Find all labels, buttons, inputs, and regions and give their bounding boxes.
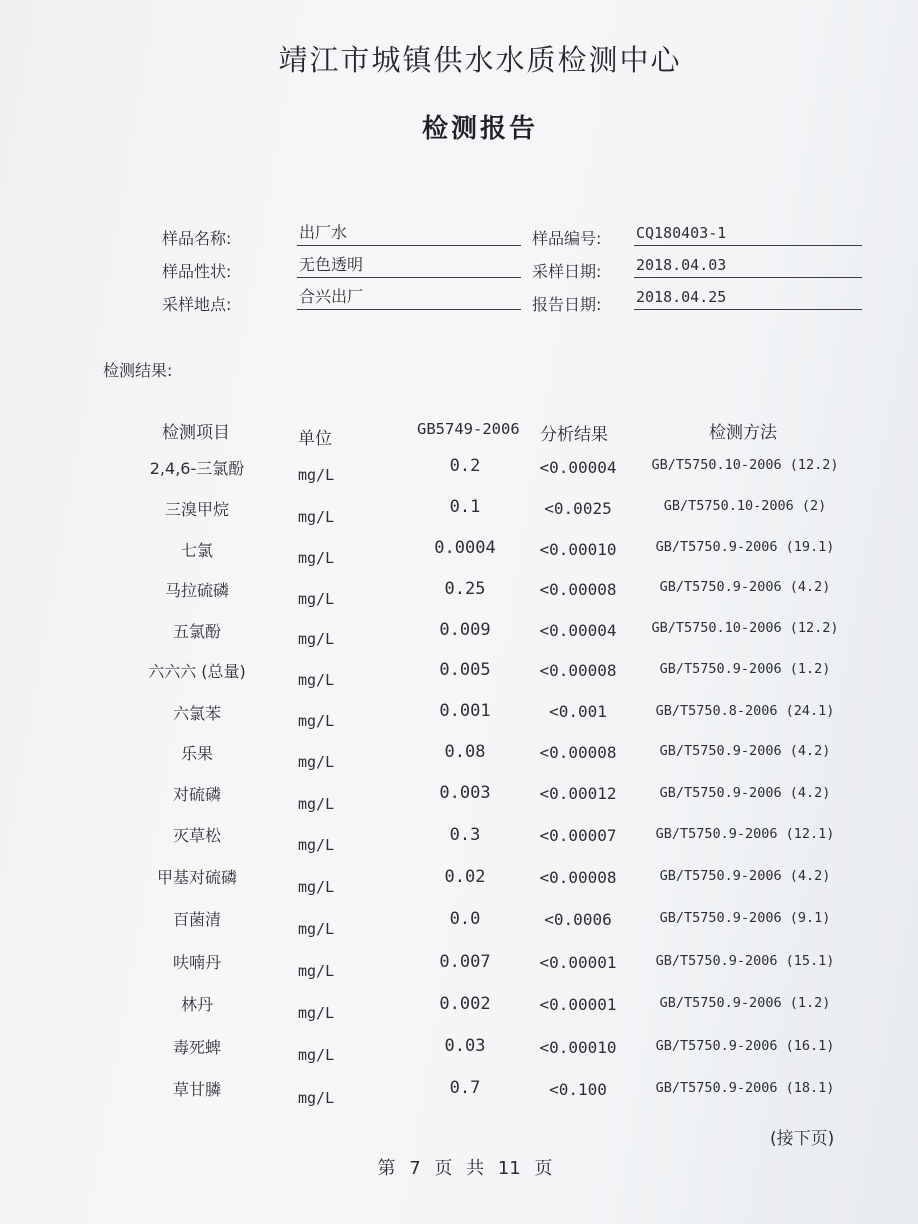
row-item: 乐果 xyxy=(180,744,213,763)
row-result: <0.00008 xyxy=(539,868,617,887)
row-unit: mg/L xyxy=(298,671,335,689)
continued-note: (接下页) xyxy=(770,1129,835,1149)
sample-property-value: 无色透明 xyxy=(297,256,521,278)
row-result: <0.00004 xyxy=(539,621,617,640)
row-item: 三溴甲烷 xyxy=(164,500,229,519)
row-limit: 0.1 xyxy=(449,497,481,517)
row-unit: mg/L xyxy=(298,920,335,938)
row-unit: mg/L xyxy=(298,712,335,730)
row-limit: 0.003 xyxy=(439,783,491,803)
row-method: GB/T5750.8-2006 (24.1) xyxy=(655,703,835,719)
row-unit: mg/L xyxy=(298,962,335,980)
row-method: GB/T5750.9-2006 (4.2) xyxy=(659,743,831,759)
row-limit: 0.0 xyxy=(449,909,481,929)
sampling-location-label: 采样地点: xyxy=(162,295,232,314)
row-item: 2,4,6-三氯酚 xyxy=(149,459,245,478)
row-limit: 0.7 xyxy=(449,1078,481,1098)
row-unit: mg/L xyxy=(298,630,335,648)
row-item: 灭草松 xyxy=(172,826,221,845)
report-date-label: 报告日期: xyxy=(532,295,602,314)
row-limit: 0.007 xyxy=(439,952,491,972)
row-method: GB/T5750.9-2006 (12.1) xyxy=(655,826,835,842)
row-item: 百菌清 xyxy=(172,910,221,929)
row-limit: 0.3 xyxy=(449,825,481,845)
sampling-date-label: 采样日期: xyxy=(532,262,602,281)
row-item: 草甘膦 xyxy=(172,1080,221,1099)
row-result: <0.00010 xyxy=(539,540,617,559)
sample-property-label: 样品性状: xyxy=(162,262,232,281)
row-method: GB/T5750.10-2006 (12.2) xyxy=(651,457,839,473)
row-item: 毒死蜱 xyxy=(172,1038,221,1057)
row-method: GB/T5750.9-2006 (9.1) xyxy=(659,910,831,926)
row-method: GB/T5750.10-2006 (12.2) xyxy=(651,620,839,636)
row-method: GB/T5750.9-2006 (15.1) xyxy=(655,953,835,969)
row-item: 林丹 xyxy=(180,995,213,1014)
row-method: GB/T5750.9-2006 (19.1) xyxy=(655,539,835,555)
sample-number-label: 样品编号: xyxy=(532,229,602,248)
row-result: <0.100 xyxy=(549,1080,607,1099)
row-unit: mg/L xyxy=(298,878,335,896)
row-result: <0.00001 xyxy=(539,995,617,1014)
row-item: 对硫磷 xyxy=(172,785,221,804)
header-unit: 单位 xyxy=(298,429,332,449)
row-unit: mg/L xyxy=(298,508,335,526)
row-unit: mg/L xyxy=(298,1046,335,1064)
row-item: 七氯 xyxy=(180,541,213,560)
row-unit: mg/L xyxy=(298,1089,335,1107)
row-method: GB/T5750.9-2006 (16.1) xyxy=(655,1038,835,1054)
sample-number-value: CQ180403-1 xyxy=(634,224,862,246)
row-method: GB/T5750.9-2006 (4.2) xyxy=(659,785,831,801)
row-limit: 0.03 xyxy=(444,1036,486,1056)
row-limit: 0.2 xyxy=(449,456,481,476)
row-result: <0.0025 xyxy=(544,499,612,518)
row-unit: mg/L xyxy=(298,466,335,484)
row-unit: mg/L xyxy=(298,590,335,608)
row-result: <0.0006 xyxy=(544,910,612,929)
results-label: 检测结果: xyxy=(103,361,173,380)
header-limit: GB5749-2006 xyxy=(417,420,520,438)
sampling-date-value: 2018.04.03 xyxy=(634,256,862,278)
row-limit: 0.009 xyxy=(439,620,491,640)
row-limit: 0.005 xyxy=(439,660,491,680)
row-unit: mg/L xyxy=(298,836,335,854)
row-method: GB/T5750.9-2006 (4.2) xyxy=(659,868,831,884)
row-item: 马拉硫磷 xyxy=(164,581,229,600)
row-result: <0.00008 xyxy=(539,743,617,762)
row-result: <0.00008 xyxy=(539,580,617,599)
header-result: 分析结果 xyxy=(540,425,608,445)
row-item: 六六六 (总量) xyxy=(148,662,246,681)
report-date-value: 2018.04.25 xyxy=(634,288,862,310)
organization-title: 靖江市城镇供水水质检测中心 xyxy=(278,43,682,77)
row-limit: 0.0004 xyxy=(434,538,496,558)
row-method: GB/T5750.9-2006 (1.2) xyxy=(659,661,831,677)
row-item: 五氯酚 xyxy=(172,622,221,641)
row-result: <0.00001 xyxy=(539,953,617,972)
sample-name-label: 样品名称: xyxy=(162,229,232,248)
page-number: 第 7 页 共 11 页 xyxy=(377,1158,553,1179)
row-limit: 0.08 xyxy=(444,742,486,762)
row-result: <0.00007 xyxy=(539,826,617,845)
row-unit: mg/L xyxy=(298,753,335,771)
row-method: GB/T5750.10-2006 (2) xyxy=(663,498,827,514)
row-unit: mg/L xyxy=(298,795,335,813)
row-limit: 0.02 xyxy=(444,867,486,887)
row-method: GB/T5750.9-2006 (1.2) xyxy=(659,995,831,1011)
row-result: <0.00004 xyxy=(539,458,617,477)
row-method: GB/T5750.9-2006 (4.2) xyxy=(659,579,831,595)
row-method: GB/T5750.9-2006 (18.1) xyxy=(655,1080,835,1096)
header-method: 检测方法 xyxy=(709,423,777,443)
row-result: <0.00010 xyxy=(539,1038,617,1057)
sampling-location-value: 合兴出厂 xyxy=(297,288,521,310)
header-item: 检测项目 xyxy=(162,423,230,443)
row-limit: 0.002 xyxy=(439,994,491,1014)
sample-name-value: 出厂水 xyxy=(297,224,521,246)
row-item: 六氯苯 xyxy=(172,704,221,723)
row-result: <0.001 xyxy=(549,702,607,721)
row-item: 呋喃丹 xyxy=(172,953,221,972)
row-unit: mg/L xyxy=(298,549,335,567)
row-result: <0.00012 xyxy=(539,784,617,803)
row-limit: 0.25 xyxy=(444,579,486,599)
report-title: 检测报告 xyxy=(421,114,538,144)
row-result: <0.00008 xyxy=(539,661,617,680)
row-item: 甲基对硫磷 xyxy=(156,868,237,887)
row-limit: 0.001 xyxy=(439,701,491,721)
row-unit: mg/L xyxy=(298,1004,335,1022)
